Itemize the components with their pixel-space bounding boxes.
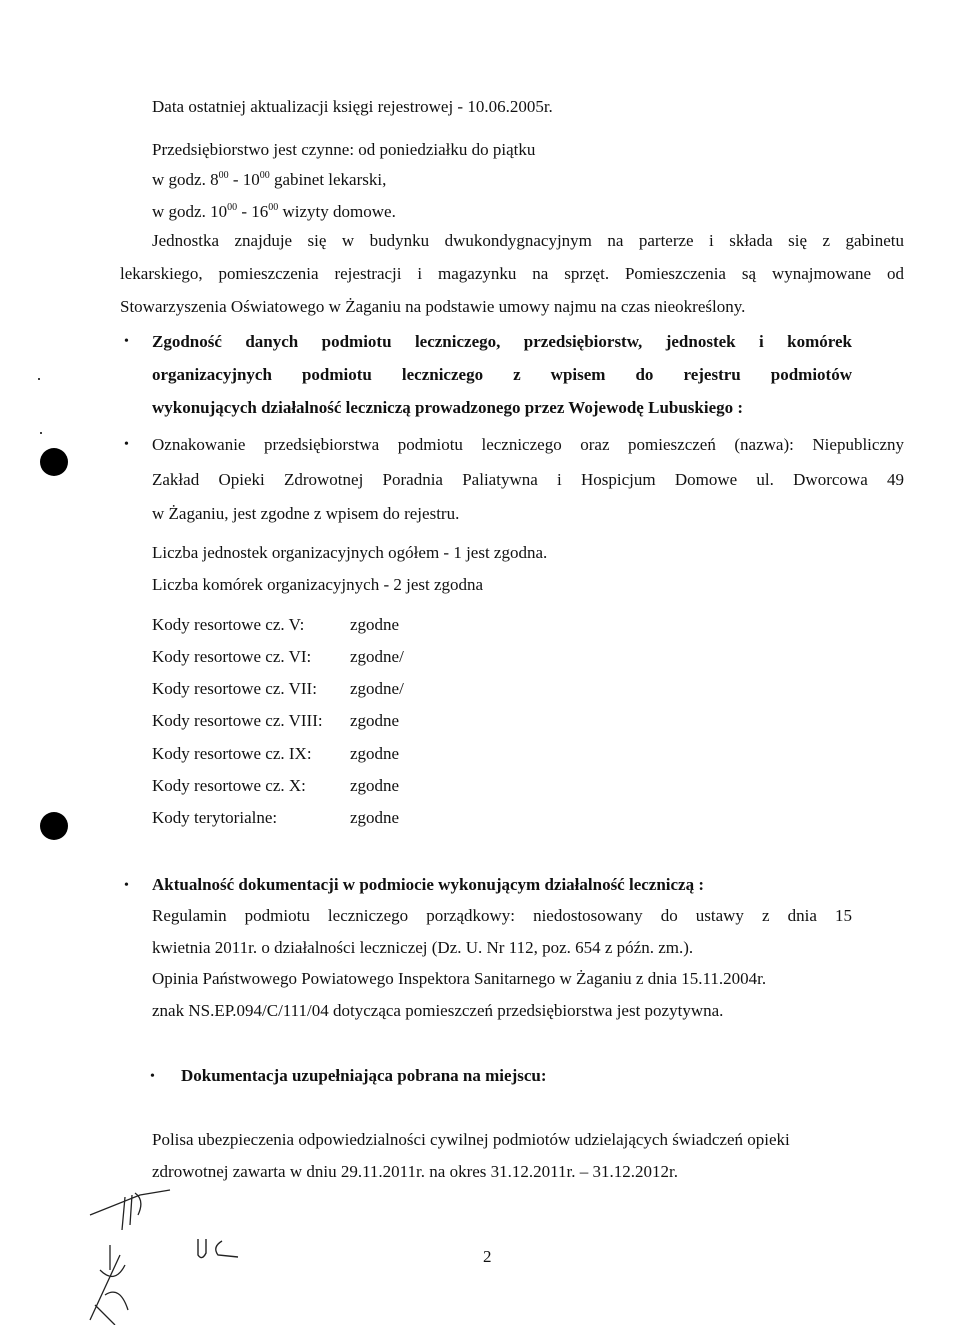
- hours-sup: 00: [227, 202, 238, 213]
- bullet-icon: •: [124, 878, 129, 893]
- code-label: Kody resortowe cz. IX:: [152, 744, 312, 763]
- supplementary-heading: Dokumentacja uzupełniająca pobrana na miejscu:: [181, 1066, 547, 1085]
- code-label: Kody resortowe cz. VI:: [152, 647, 312, 666]
- hours-office-end: gabinet lekarski,: [269, 170, 387, 189]
- marking-line-1: Oznakowanie przedsiębiorstwa podmiotu leczniczego oraz pomieszczeń (nazwa): Niepubliczny: [152, 435, 904, 454]
- documentation-line-3: Opinia Państwowego Powiatowego Inspektora Sanitarnego w Żaganiu z dnia 15.11.2004r.: [152, 969, 767, 988]
- premises-line-3: Stowarzyszenia Oświatowego w Żaganiu na podstawie umowy najmu na czas nieokreślony.: [120, 297, 746, 316]
- hours-sup: 00: [268, 202, 279, 213]
- marking-line-3: w Żaganiu, jest zgodne z wpisem do rejestru.: [152, 504, 460, 523]
- code-label: Kody resortowe cz. X:: [152, 776, 306, 795]
- documentation-line-4: znak NS.EP.094/C/111/04 dotycząca pomieszczeń przedsiębiorstwa jest pozytywna.: [152, 1001, 724, 1020]
- conformity-heading-line-3: wykonujących działalność leczniczą prowadzonego przez Wojewodę Lubuskiego :: [152, 398, 744, 417]
- marking-line-2: Zakład Opieki Zdrowotnej Poradnia Paliatywna i Hospicjum Domowe ul. Dworcowa 49: [152, 470, 904, 489]
- code-value: zgodne/: [350, 679, 404, 698]
- conformity-heading-line-2: organizacyjnych podmiotu leczniczego z wpisem do rejestru podmiotów: [152, 365, 852, 384]
- code-label: Kody resortowe cz. VII:: [152, 679, 317, 698]
- supplementary-line-2: zdrowotnej zawarta w dniu 29.11.2011r. na okres 31.12.2011r. – 31.12.2012r.: [152, 1162, 678, 1181]
- speck-icon: [38, 378, 40, 380]
- hours-intro: Przedsiębiorstwo jest czynne: od poniedziałku do piątku: [152, 140, 536, 159]
- documentation-line-2: kwietnia 2011r. o działalności leczniczej (Dz. U. Nr 112, poz. 654 z późn. zm.).: [152, 938, 694, 957]
- code-value: zgodne: [350, 744, 400, 763]
- speck-icon: [40, 432, 42, 434]
- hours-visits-line: [152, 202, 396, 222]
- hours-visits-mid: - 16: [237, 202, 269, 221]
- bullet-icon: •: [124, 437, 129, 452]
- hours-visits-end: wizyty domowe.: [278, 202, 396, 221]
- units-count-line: Liczba jednostek organizacyjnych ogółem - 1 jest zgodna.: [152, 543, 548, 562]
- code-value: zgodne: [350, 615, 400, 634]
- code-value: zgodne: [350, 776, 400, 795]
- code-label: Kody resortowe cz. V:: [152, 615, 305, 634]
- code-value: zgodne: [350, 711, 400, 730]
- bullet-icon: •: [150, 1069, 155, 1084]
- punch-hole-icon: [40, 812, 68, 840]
- page-number: 2: [483, 1247, 492, 1266]
- conformity-heading-line-1: Zgodność danych podmiotu leczniczego, przedsiębiorstw, jednostek i komórek: [152, 332, 852, 351]
- handwritten-signature-icon: [80, 1175, 190, 1325]
- code-value: zgodne: [350, 808, 400, 827]
- premises-line-2: lekarskiego, pomieszczenia rejestracji i magazynku na sprzęt. Pomieszczenia są wynajmowane od: [120, 264, 904, 283]
- handwritten-initials-icon: [192, 1235, 242, 1265]
- supplementary-line-1: Polisa ubezpieczenia odpowiedzialności cywilnej podmiotów udzielających świadczeń opieki: [152, 1130, 790, 1149]
- hours-office-mid: - 10: [228, 170, 260, 189]
- documentation-heading: Aktualność dokumentacji w podmiocie wykonującym działalność leczniczą :: [152, 875, 705, 894]
- hours-sup: 00: [218, 170, 229, 181]
- punch-hole-icon: [40, 448, 68, 476]
- code-label: Kody terytorialne:: [152, 808, 278, 827]
- hours-office-line: [152, 170, 386, 190]
- documentation-line-1: Regulamin podmiotu leczniczego porządkowy: niedostosowany do ustawy z dnia 15: [152, 906, 852, 925]
- code-value: zgodne/: [350, 647, 404, 666]
- hours-sup: 00: [259, 170, 270, 181]
- code-label: Kody resortowe cz. VIII:: [152, 711, 323, 730]
- hours-visits-start: w godz. 10: [152, 202, 228, 221]
- premises-line-1: Jednostka znajduje się w budynku dwukondygnacyjnym na parterze i składa się z gabinetu: [152, 231, 904, 250]
- update-date-line: Data ostatniej aktualizacji księgi rejestrowej - 10.06.2005r.: [152, 97, 553, 116]
- cells-count-line: Liczba komórek organizacyjnych - 2 jest zgodna: [152, 575, 484, 594]
- hours-office-start: w godz. 8: [152, 170, 219, 189]
- bullet-icon: •: [124, 334, 129, 349]
